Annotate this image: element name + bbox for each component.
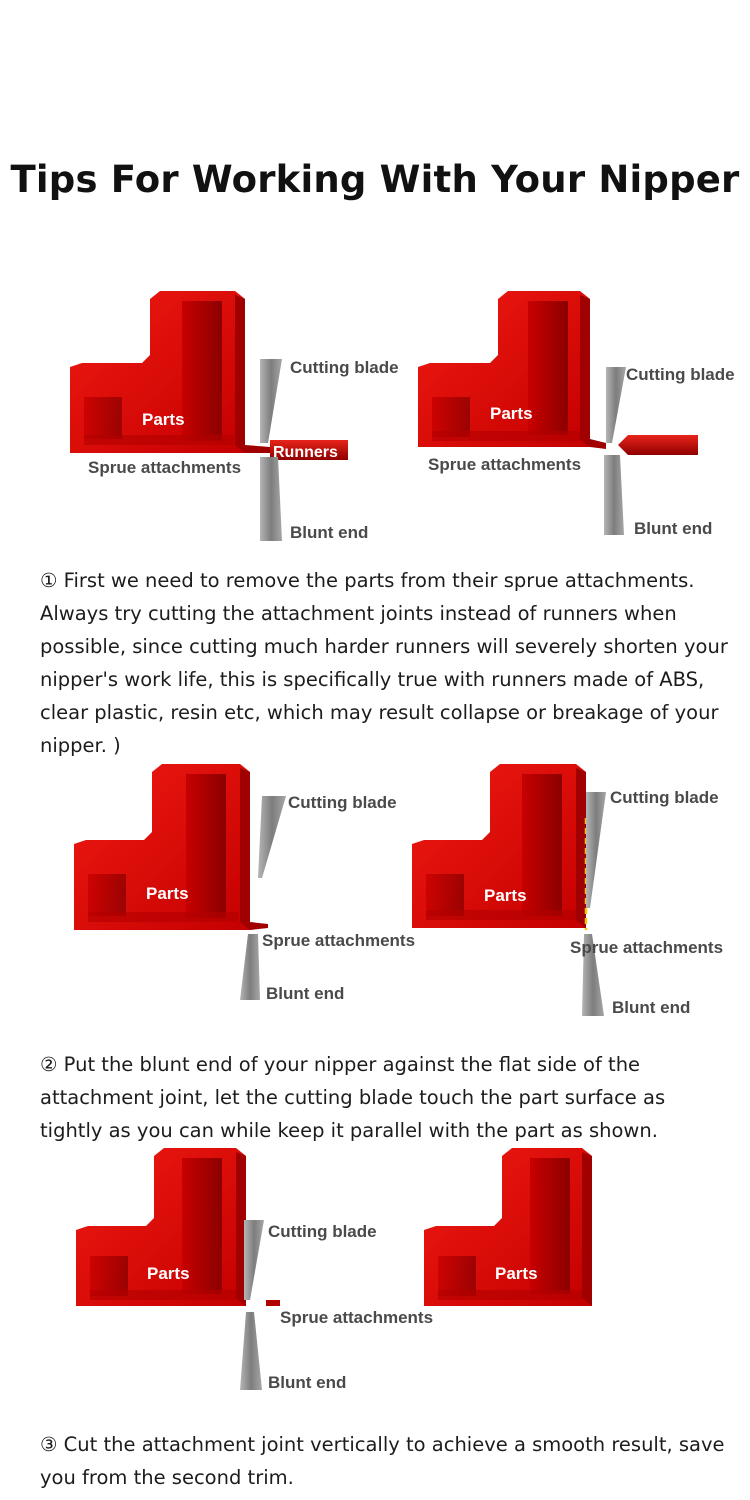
sprue-attachments-label: Sprue attachments xyxy=(428,455,582,474)
page-title: Tips For Working With Your Nipper xyxy=(10,158,740,201)
sprue-attachment xyxy=(245,445,270,453)
part-shape xyxy=(418,291,590,447)
step1-text: ① First we need to remove the parts from their sprue attachments. Always try cutting the attachment joints instead of runners when possible, since cutting much harder runners will severely shorten your nipper's work life, this is specifically true with runners made of ABS, clear plastic, resin etc, which may result collapse or breakage of your nipper. ) xyxy=(40,569,728,757)
blunt-end-label: Blunt end xyxy=(290,523,369,542)
blunt-end-label: Blunt end xyxy=(612,998,691,1017)
sprue-attachments-label: Sprue attachments xyxy=(280,1308,434,1327)
diagram-step2-left xyxy=(62,758,416,1010)
sprue-attachments-label: Sprue attachments xyxy=(262,931,416,950)
diagram-step3-right xyxy=(414,1142,604,1312)
sprue-attachments-label: Sprue attachments xyxy=(88,458,242,477)
parts-label: Parts xyxy=(490,404,533,423)
diagram-step2-right xyxy=(402,758,747,1023)
cutting-blade-icon xyxy=(258,796,286,878)
cutting-blade-label: Cutting blade xyxy=(290,358,399,377)
sprue-attachment xyxy=(590,439,606,449)
parts-label: Parts xyxy=(484,886,527,905)
cutting-blade-label: Cutting blade xyxy=(268,1222,377,1241)
blunt-end-icon xyxy=(604,455,624,535)
runners-label: Runners xyxy=(273,444,338,461)
blunt-end-label: Blunt end xyxy=(268,1373,347,1392)
blunt-end-label: Blunt end xyxy=(266,984,345,1003)
sprue-attachment xyxy=(250,922,268,930)
blunt-end-label: Blunt end xyxy=(634,519,713,538)
diagram-step1-right xyxy=(410,285,750,545)
diagram-step1-left xyxy=(60,285,399,550)
cutting-blade-label: Cutting blade xyxy=(626,365,735,384)
cutting-blade-icon xyxy=(260,359,282,443)
sprue-attachments-label: Sprue attachments xyxy=(570,938,724,957)
part-shape xyxy=(74,764,250,930)
diagram-step3-left xyxy=(66,1142,466,1397)
parts-label: Parts xyxy=(147,1264,190,1283)
blunt-end-icon xyxy=(240,934,260,1000)
runner xyxy=(618,435,698,455)
parts-label: Parts xyxy=(495,1264,538,1283)
blunt-end-icon xyxy=(240,1312,262,1390)
cutting-blade-label: Cutting blade xyxy=(610,788,719,807)
parts-label: Parts xyxy=(142,410,185,429)
blunt-end-icon xyxy=(260,457,282,541)
step3-text: ③ Cut the attachment joint vertically to achieve a smooth result, save you from the second trim. xyxy=(40,1433,725,1489)
parts-label: Parts xyxy=(146,884,189,903)
cutting-blade-icon xyxy=(606,367,626,443)
sprue-attachment xyxy=(266,1300,280,1306)
cutting-blade-label: Cutting blade xyxy=(288,793,397,812)
step2-text: ② Put the blunt end of your nipper against the flat side of the attachment joint, let the cutting blade touch the part surface as tightly as you can while keep it parallel with the part as shown. xyxy=(40,1053,666,1142)
cutting-blade-icon xyxy=(586,792,606,908)
cutting-blade-icon xyxy=(244,1220,264,1300)
